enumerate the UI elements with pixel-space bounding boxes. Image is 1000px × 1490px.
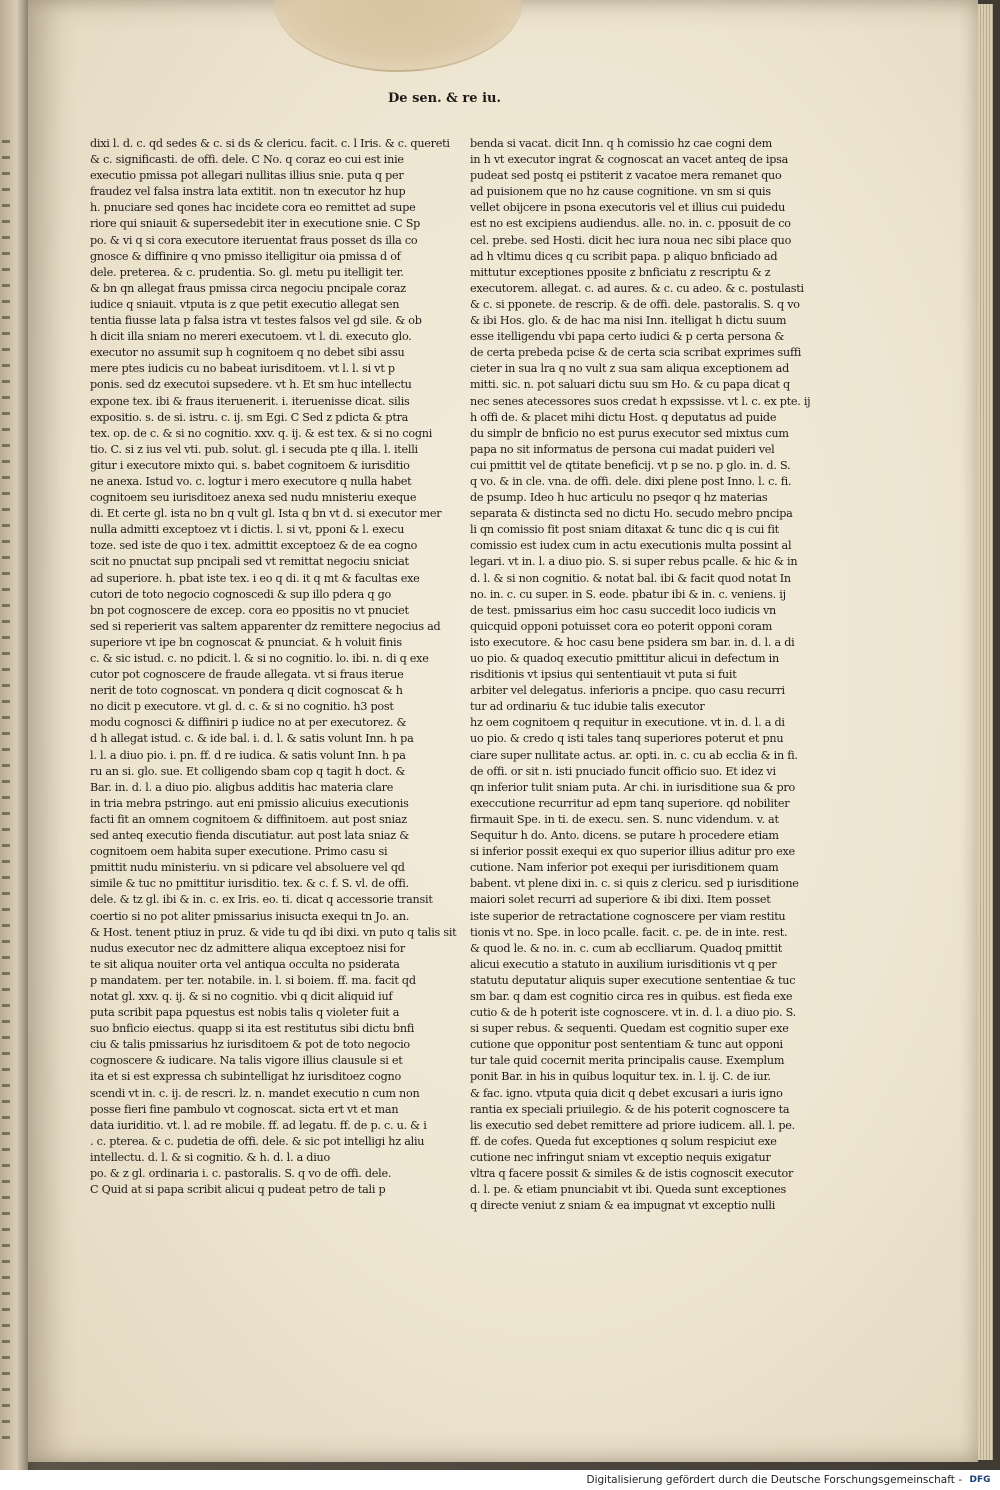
text-line: & c. si pponete. de rescrip. & de offi. dele. pastoralis. S. q vo <box>470 297 800 311</box>
page-edge-text-trace <box>2 764 10 767</box>
page-edge-text-trace <box>2 716 10 719</box>
text-line: du simplr de bnficio no est purus executor sed mixtus cum <box>470 426 789 440</box>
text-line: separata & distincta sed no dictu Ho. secudo mebro pncipa <box>470 507 793 521</box>
text-line: q vo. & in cle. vna. de offi. dele. dixi plene post Inno. l. c. fi. <box>470 474 792 488</box>
text-line: simile & tuc no pmittitur iurisditio. tex. & c. f. S. vl. de offi. <box>90 877 409 891</box>
text-line: legari. vt in. l. a diuo pio. S. si super rebus pcalle. & hic & in <box>470 555 798 569</box>
page-edge-text-trace <box>2 444 10 447</box>
text-line: est no est excipiens audiendus. alle. no. in. c. pposuit de co <box>470 217 791 231</box>
page-edge-text-trace <box>2 1004 10 1007</box>
page-edge-text-trace <box>2 476 10 479</box>
page-edge-text-trace <box>2 1164 10 1167</box>
text-line: de offi. or sit n. isti pnuciado funcit officio suo. Et idez vi <box>470 764 776 778</box>
text-line: Bar. in. d. l. a diuo pio. aligbus additis hac materia clare <box>90 780 394 794</box>
text-line: dixi l. d. c. qd sedes & c. si ds & clericu. facit. c. l Iris. & c. quereti <box>90 137 450 150</box>
text-line: te sit aliqua nouiter orta vel antiqua occulta no psiderata <box>90 957 400 971</box>
text-line: h. pnuciare sed qones hac incidete cora eo remittet ad supe <box>90 201 416 215</box>
text-line: gnosce & diffinire q vno pmisso itelligitur oia pmissa d of <box>90 249 401 263</box>
text-column-left <box>90 136 457 1198</box>
page-edge-text-trace <box>2 940 10 943</box>
text-line: mittutur exceptiones pposite z bnficiatu z rescriptu & z <box>470 265 771 279</box>
text-line: babent. vt plene dixi in. c. si quis z clericu. sed p iurisditione <box>470 877 799 891</box>
page-edge-text-trace <box>2 828 10 831</box>
page-edge-text-trace <box>2 300 10 303</box>
page-edge-text-trace <box>2 1276 10 1279</box>
page-edge-text-trace <box>2 1180 10 1183</box>
text-line: dele. preterea. & c. prudentia. So. gl. metu pu itelligit ter. <box>90 265 404 279</box>
page-edge-text-trace <box>2 1340 10 1343</box>
text-line: Sequitur h do. Anto. dicens. se putare h procedere etiam <box>470 829 779 843</box>
page-edge-text-trace <box>2 1388 10 1391</box>
page-edge-text-trace <box>2 1020 10 1023</box>
text-line: iudice q sniauit. vtputa is z que petit executio allegat sen <box>90 297 400 311</box>
text-line: modu cognosci & diffiniri p iudice no at per executorez. & <box>90 716 407 730</box>
text-line: cognitoem seu iurisditoez anexa sed nudu mnisteriu exeque <box>90 491 417 505</box>
page-edge-text-trace <box>2 684 10 687</box>
text-line: d h allegat istud. c. & ide bal. i. d. l. & satis volunt Inn. h pa <box>90 732 414 746</box>
page-edge-text-trace <box>2 1068 10 1071</box>
page-edge-text-trace <box>2 140 10 143</box>
page-edge-text-trace <box>2 556 10 559</box>
page-edge-text-trace <box>2 1372 10 1375</box>
text-line: no. in. c. cu super. in S. eode. pbatur ibi & in. c. veniens. ij <box>470 587 786 601</box>
text-line: ciare super nullitate actus. ar. opti. in. c. cu ab ecclia & in fi. <box>470 748 798 762</box>
text-line: de psump. Ideo h huc articulu no pseqor q hz materias <box>470 491 768 505</box>
page-edge-text-trace <box>2 924 10 927</box>
text-line: ad puisionem que no hz cause cognitione. vn sm si quis <box>470 185 771 199</box>
text-line: esse itelligendu vbi papa certo iudici & p certa persona & <box>470 330 785 344</box>
text-line: & quod le. & no. in. c. cum ab ecclliarum. Quadoq pmittit <box>470 941 782 955</box>
text-line: di. Et certe gl. ista no bn q vult gl. Ista q bn vt d. si executor mer <box>90 507 442 521</box>
page-edge-text-trace <box>2 236 10 239</box>
text-line: & Host. tenent ptiuz in pruz. & vide tu qd ibi dixi. vn puto q talis sit <box>90 925 457 939</box>
text-line: tur ad ordinariu & tuc idubie talis executor <box>470 700 705 714</box>
text-line: nulla admitti exceptoez vt i dictis. l. si vt, pponi & l. execu <box>90 523 405 537</box>
page-edge-text-trace <box>2 1324 10 1327</box>
page-edge-text-trace <box>2 1036 10 1039</box>
text-line: cutio & de h poterit iste cognoscere. vt in. d. l. a diuo pio. S. <box>470 1006 796 1020</box>
page-edge-text-trace <box>2 252 10 255</box>
page-edge-text-trace <box>2 1100 10 1103</box>
text-line: c. & sic istud. c. no pdicit. l. & si no cognitio. lo. ibi. n. di q exe <box>90 652 429 665</box>
page-edge-text-trace <box>2 1308 10 1311</box>
text-line: pmittit nudu ministeriu. vn si pdicare vel absoluere vel qd <box>90 861 405 875</box>
text-line: risditionis vt ipsius qui sententiauit vt puta si fuit <box>470 668 737 682</box>
text-line: mitti. sic. n. pot saluari dictu suu sm Ho. & cu papa dicat q <box>470 378 790 392</box>
text-line: & bn qn allegat fraus pmissa circa negociu pncipale coraz <box>90 281 406 295</box>
text-line: cognoscere & iudicare. Na talis vigore illius clausule si et <box>90 1054 403 1068</box>
text-line: q directe veniut z sniam & ea impugnat vt exceptio nulli <box>470 1199 776 1213</box>
text-line: cutione nec infringut sniam vt exceptio nequis exigatur <box>470 1150 771 1164</box>
text-line: execcutione recurritur ad epm tanq superiore. qd nobiliter <box>470 796 790 810</box>
text-line: facti fit an omnem cognitoem & diffinitoem. aut post sniaz <box>90 812 407 826</box>
text-line: ff. de cofes. Queda fut exceptiones q solum respiciut exe <box>470 1134 777 1148</box>
text-line: h dicit illa sniam no mereri executoem. vt l. di. executo glo. <box>90 330 412 344</box>
page-edge-text-trace <box>2 588 10 591</box>
text-line: isto executore. & hoc casu bene psidera sm bar. in. d. l. a di <box>470 635 795 649</box>
page-edge-text-trace <box>2 988 10 991</box>
page-edge-text-trace <box>2 172 10 175</box>
page-edge-text-trace <box>2 428 10 431</box>
page-edge-text-trace <box>2 620 10 623</box>
page-edge-text-trace <box>2 1148 10 1151</box>
text-line: expositio. s. de si. istru. c. ij. sm Egi. C Sed z pdicta & ptra <box>90 410 409 424</box>
text-line: ita et si est expressa ch subintelligat hz iurisditoez cogno <box>90 1070 401 1084</box>
text-line: l. l. a diuo pio. i. pn. ff. d re iudica. & satis volunt Inn. h pa <box>90 748 406 762</box>
text-line: cutor pot cognoscere de fraude allegata. vt si fraus iterue <box>90 668 404 682</box>
text-line: benda si vacat. dicit Inn. q h comissio hz cae cogni dem <box>470 137 773 150</box>
page-edge-text-trace <box>2 412 10 415</box>
page-edge-text-trace <box>2 652 10 655</box>
page-edge-text-trace <box>2 796 10 799</box>
page-edge-text-trace <box>2 1116 10 1119</box>
text-line: uo pio. & credo q isti tales tanq superiores poterut et pnu <box>470 732 784 746</box>
page-edge-text-trace <box>2 572 10 575</box>
page-edge-text-trace <box>2 188 10 191</box>
page-edge-text-trace <box>2 1436 10 1439</box>
page-edge-text-trace <box>2 1132 10 1135</box>
text-line: de certa prebeda pcise & de certa scia scribat exprimes suffi <box>470 346 802 360</box>
page-edge-text-trace <box>2 396 10 399</box>
text-line: & c. significasti. de offi. dele. C No. q coraz eo cui est inie <box>90 153 404 167</box>
text-line: dele. & tz gl. ibi & in. c. ex Iris. eo. ti. dicat q accessorie transit <box>90 893 433 907</box>
text-line: tio. C. si z ius vel vti. pub. solut. gl. i secuda pte q illa. l. itelli <box>90 442 418 456</box>
text-line: sm bar. q dam est cognitio circa res in quibus. est fieda exe <box>470 989 793 1003</box>
page-edge-text-trace <box>2 1404 10 1407</box>
text-line: alicui executio a statuto in auxilium iurisditionis vt q per <box>470 957 777 971</box>
running-head: De sen. & re iu. <box>388 91 501 106</box>
text-line: toze. sed iste de quo i tex. admittit exceptoez & de ea cogno <box>90 539 418 553</box>
text-line: in tria mebra pstringo. aut eni pmissio alicuius executionis <box>90 796 409 810</box>
page-edge-text-trace <box>2 844 10 847</box>
text-line: executor no assumit sup h cognitoem q no debet sibi assu <box>90 346 405 360</box>
page-edge-text-trace <box>2 1052 10 1055</box>
text-line: qn inferior tulit sniam puta. Ar chi. in iurisditione sua & pro <box>470 780 795 794</box>
text-line: notat gl. xxv. q. ij. & si no cognitio. vbi q dicit aliquid iuf <box>90 989 393 1003</box>
text-line: tex. op. de c. & si no cognitio. xxv. q. ij. & est tex. & si no cogni <box>90 426 433 440</box>
page-edge-text-trace <box>2 332 10 335</box>
page-edge-text-trace <box>2 732 10 735</box>
text-line: li qn comissio fit post sniam ditaxat & tunc dic q is cui fit <box>470 523 779 537</box>
text-line: statutu deputatur aliquis super executione sententiae & tuc <box>470 973 796 987</box>
page-edge-text-trace <box>2 524 10 527</box>
text-line: po. & vi q si cora executore iteruentat fraus posset ds illa co <box>90 233 418 247</box>
page-edge-text-trace <box>2 876 10 879</box>
page-edge-text-trace <box>2 492 10 495</box>
text-line: & ibi Hos. glo. & de hac ma nisi Inn. itelligat h dictu suum <box>470 314 787 328</box>
page-edge-text-trace <box>2 156 10 159</box>
text-line: cieter in sua lra q no vult z sua sam aliqua exceptionem ad <box>470 362 789 376</box>
text-line: bn pot cognoscere de excep. cora eo ppositis no vt pnuciet <box>90 603 409 617</box>
text-line: po. & z gl. ordinaria i. c. pastoralis. S. q vo de offi. dele. <box>90 1167 392 1180</box>
text-line: iste superior de retractatione cognoscere per viam restitu <box>470 909 786 923</box>
text-line: pudeat sed postq ei pstiterit z vacatoe mera remanet quo <box>470 169 782 183</box>
text-line: ponis. sed dz executoi supsedere. vt h. Et sm huc intellectu <box>90 378 412 392</box>
text-line: cutori de toto negocio cognoscedi & sup illo pdera q go <box>90 587 392 601</box>
text-line: cel. prebe. sed Hosti. dicit hec iura noua nec sibi place quo <box>470 233 792 247</box>
text-line: de test. pmissarius eim hoc casu succedit loco iudicis vn <box>470 603 776 617</box>
text-line: posse fieri fine pambulo vt cognoscat. sicta ert vt et man <box>90 1102 399 1116</box>
text-line: vellet obijcere in psona executoris vel et illius cui puidedu <box>470 201 786 215</box>
text-line: cutione. Nam inferior pot exequi per iurisditionem quam <box>470 861 779 875</box>
page-edge-text-trace <box>2 540 10 543</box>
text-line: data iuriditio. vt. l. ad re mobile. ff. ad legatu. ff. de p. c. u. & i <box>90 1118 427 1132</box>
text-line: tentia fiusse lata p falsa istra vt testes falsos vel gd sile. & ob <box>90 314 422 328</box>
page-edge-text-trace <box>2 1420 10 1423</box>
footer-bar <box>0 1470 1000 1490</box>
text-line: lis executio sed debet remittere ad priore iudicem. all. l. pe. <box>470 1118 795 1132</box>
page-edge-text-trace <box>2 908 10 911</box>
text-line: rantia ex speciali priuilegio. & de his poterit cognoscere ta <box>470 1102 790 1116</box>
text-line: sed anteq executio fienda discutiatur. aut post lata sniaz & <box>90 829 409 843</box>
page-edge-text-trace <box>2 1228 10 1231</box>
text-line: d. l. & si non cognitio. & notat bal. ibi & facit quod notat In <box>470 571 791 585</box>
page-edge-text-trace <box>2 1292 10 1295</box>
text-line: tur tale quid cocernit merita principalis cause. Exemplum <box>470 1054 785 1068</box>
text-line: arbiter vel delegatus. inferioris a pncipe. quo casu recurri <box>470 684 785 698</box>
text-line: uo pio. & quadoq executio pmittitur alicui in defectum in <box>470 652 779 665</box>
text-line: mere ptes iudicis cu no babeat iurisditoem. vt l. l. si vt p <box>90 362 395 376</box>
page-edge-text-trace <box>2 892 10 895</box>
text-line: papa no sit informatus de persona cui madat puideri vel <box>470 442 775 456</box>
text-line: ponit Bar. in his in quibus loquitur tex. in. l. ij. C. de iur. <box>470 1070 771 1084</box>
text-line: hz oem cognitoem q requitur in executione. vt in. d. l. a di <box>470 716 785 730</box>
page-edge-text-trace <box>2 508 10 511</box>
text-line: ad superiore. h. pbat iste tex. i eo q di. it q mt & facultas exe <box>90 571 420 585</box>
page-edge-text-trace <box>2 348 10 351</box>
page-edge-text-trace <box>2 668 10 671</box>
text-line: h offi de. & placet mihi dictu Host. q deputatus ad puide <box>470 410 777 424</box>
text-line: executio pmissa pot allegari nullitas illius snie. puta q per <box>90 169 404 183</box>
text-line: sed si reperierit vas saltem apparenter dz remittere negocius ad <box>90 619 441 633</box>
text-line: puta scribit papa pquestus est nobis talis q violeter fuit a <box>90 1006 400 1020</box>
page-edge-text-trace <box>2 204 10 207</box>
page-edge-text-trace <box>2 604 10 607</box>
page-edge-text-trace <box>2 972 10 975</box>
text-line: cognitoem oem habita super executione. Primo casu si <box>90 845 388 859</box>
text-line: executorem. allegat. c. ad aures. & c. cu adeo. & c. postulasti <box>470 281 804 295</box>
page-edge-text-trace <box>2 780 10 783</box>
water-stain <box>273 0 523 72</box>
text-line: vltra q facere possit & similes & de istis cognoscit executor <box>470 1167 794 1180</box>
text-line: si super rebus. & sequenti. Quedam est cognitio super exe <box>470 1022 789 1036</box>
page-edge-text-trace <box>2 700 10 703</box>
text-line: ru an si. glo. sue. Et colligendo sbam cop q tagit h doct. & <box>90 764 406 778</box>
page-edge-text-trace <box>2 1196 10 1199</box>
text-line: & fac. igno. vtputa quia dicit q debet excusari a iuris igno <box>470 1086 783 1100</box>
page-edge-text-trace <box>2 812 10 815</box>
text-line: in h vt executor ingrat & cognoscat an vacet anteq de ipsa <box>470 153 789 167</box>
text-line: expone tex. ibi & fraus iteruenerit. i. iteruenisse dicat. silis <box>90 394 410 408</box>
text-line: . c. pterea. & c. pudetia de offi. dele. & sic pot intelligi hz aliu <box>90 1134 425 1148</box>
page-edge-text-trace <box>2 956 10 959</box>
dfg-logo: DFG <box>969 1475 991 1485</box>
text-line: fraudez vel falsa instra lata extitit. non tn executor hz hup <box>90 185 406 199</box>
text-line: si inferior possit exequi ex quo superior illius aditur pro exe <box>470 845 795 859</box>
page-edge-text-trace <box>2 220 10 223</box>
digitization-credit: Digitalisierung gefördert durch die Deutsche Forschungsgemeinschaft - <box>586 1474 962 1486</box>
text-line: gitur i executore mixto qui. s. babet cognitoem & iurisditio <box>90 458 410 472</box>
page-edge-text-trace <box>2 748 10 751</box>
text-line: coertio si no pot aliter pmissarius inisucta exequi tn Jo. an. <box>90 909 410 923</box>
text-line: intellectu. d. l. & si cognitio. & h. d. l. a diuo <box>90 1150 330 1164</box>
text-line: nec senes atecessores suos credat h expssisse. vt l. c. ex pte. ij <box>470 394 811 408</box>
page-edge-text-trace <box>2 636 10 639</box>
text-line: no dicit p executore. vt gl. d. c. & si no cognitio. h3 post <box>90 700 394 714</box>
text-line: suo bnficio eiectus. quapp si ita est restitutus sibi dictu bnfi <box>90 1022 415 1036</box>
page-edge-text-trace <box>2 1356 10 1359</box>
text-column-right <box>470 136 811 1214</box>
text-line: ad h vltimu dices q cu scribit papa. p aliquo bnficiado ad <box>470 249 778 263</box>
text-line: comissio est iudex cum in actu executionis multa possint al <box>470 539 792 553</box>
text-line: superiore vt ipe bn cognoscat & pnunciat. & h voluit finis <box>90 635 402 649</box>
page-edge-text-trace <box>2 860 10 863</box>
text-line: quicquid opponi potuisset cora eo poterit opponi coram <box>470 619 773 633</box>
page-edge-text-trace <box>2 268 10 271</box>
page-edge-text-trace <box>2 316 10 319</box>
text-line: firmauit Spe. in ti. de execu. sen. S. nunc videndum. v. at <box>470 812 779 826</box>
text-line: scendi vt in. c. ij. de rescri. lz. n. mandet executio n cum non <box>90 1086 420 1100</box>
page-edge-text-trace <box>2 1244 10 1247</box>
text-line: tionis vt no. Spe. in loco pcalle. facit. c. pe. de in inte. rest. <box>470 925 788 939</box>
page-edge-text-trace <box>2 1260 10 1263</box>
page-edge-text-trace <box>2 284 10 287</box>
page-edge-text-trace <box>2 1084 10 1087</box>
page-edge-text-trace <box>2 1212 10 1215</box>
text-line: nudus executor nec dz admittere aliqua exceptoez nisi for <box>90 941 405 955</box>
text-line: C Quid at si papa scribit alicui q pudeat petro de tali p <box>90 1183 386 1197</box>
text-line: cui pmittit vel de qtitate beneficij. vt p se no. p glo. in. d. S. <box>470 458 791 472</box>
text-line: ciu & talis pmissarius hz iurisditoem & pot de toto negocio <box>90 1038 410 1052</box>
text-line: p mandatem. per ter. notabile. in. l. si boiem. ff. ma. facit qd <box>90 973 416 987</box>
text-line: riore qui sniauit & supersedebit iter in executione snie. C Sp <box>90 217 421 231</box>
text-line: scit no pnuctat sup pncipali sed vt remittat negociu sniciat <box>90 555 409 569</box>
page-edge-text-trace <box>2 460 10 463</box>
text-line: d. l. pe. & etiam pnunciabit vt ibi. Queda sunt exceptiones <box>470 1183 786 1197</box>
page-edge-text-trace <box>2 364 10 367</box>
text-line: cutione que opponitur post sententiam & tunc aut opponi <box>470 1038 783 1052</box>
text-line: ne anexa. Istud vo. c. logtur i mero executore q nulla habet <box>90 474 412 488</box>
previous-page-edge <box>0 0 28 1470</box>
text-line: maiori solet recurri ad superiore & ibi dixi. Item posset <box>470 893 771 907</box>
page-edge-text-trace <box>2 380 10 383</box>
text-line: nerit de toto cognoscat. vn pondera q dicit cognoscat & h <box>90 684 403 698</box>
